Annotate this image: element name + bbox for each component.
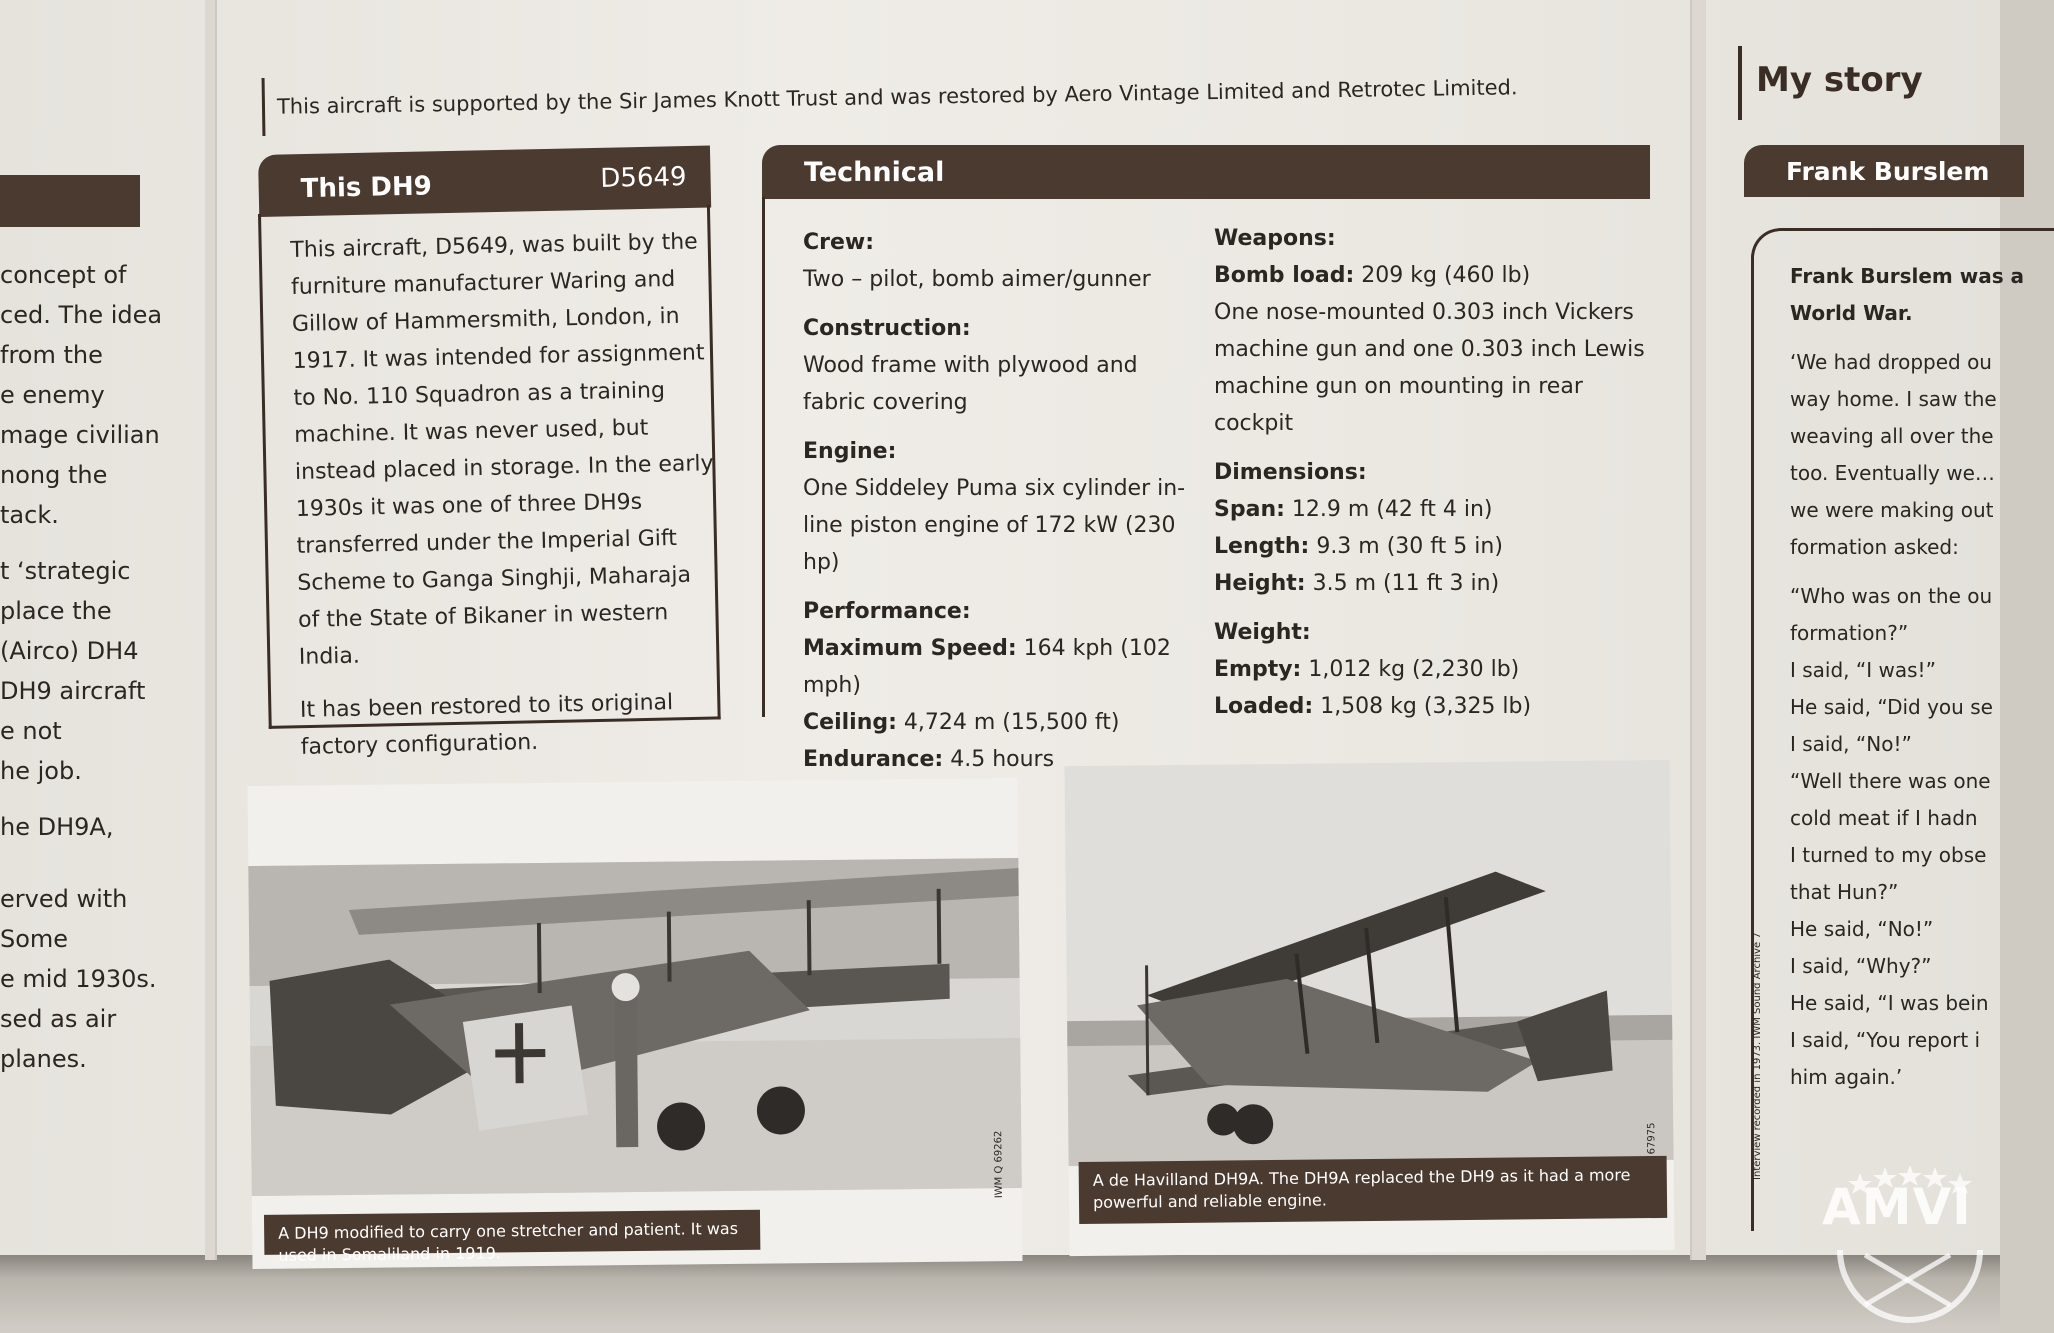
engine-value: One Siddeley Puma six cylinder in-line piston engine of 172 kW (230 hp): [803, 476, 1186, 575]
dimensions-heading: Dimensions:: [1214, 460, 1367, 485]
quote-line: He said, “I was bein: [1790, 991, 1989, 1015]
height-label: Height:: [1214, 571, 1306, 596]
construction-heading: Construction:: [803, 316, 971, 341]
paragraph-gap: [0, 863, 200, 879]
dh9-stretcher-photo: [247, 778, 1022, 1269]
paragraph-gap: [1790, 566, 2000, 578]
frank-burslem-title: Frank Burslem: [1786, 157, 1990, 186]
quote-line: I said, “No!”: [1790, 732, 1912, 756]
text-line: concept of: [0, 261, 127, 289]
max-speed-label: Maximum Speed:: [803, 636, 1017, 661]
text-line: he DH9A,: [0, 813, 114, 841]
height-value: 3.5 m (11 ft 3 in): [1305, 571, 1500, 596]
loaded-weight-row: [1214, 688, 1664, 725]
technical-header: [762, 145, 1650, 199]
quote-line: I said, “Why?”: [1790, 954, 1932, 978]
text-line: (Airco) DH4: [0, 637, 139, 665]
performance-heading: Performance:: [803, 599, 971, 624]
endurance-value: 4.5 hours: [943, 747, 1055, 772]
amvi-watermark-text: AMVI: [1822, 1178, 1972, 1236]
text-line: Some: [0, 925, 69, 953]
frank-burslem-header: [1744, 145, 2024, 197]
empty-weight-value: 1,012 kg (2,230 lb): [1301, 657, 1520, 682]
photo-credit: IWM Q 69262: [993, 1130, 1005, 1199]
paragraph-gap: [1790, 332, 2000, 344]
span-row: [1214, 491, 1664, 528]
weapons-heading: Weapons:: [1214, 226, 1336, 251]
dh9-stretcher-image: [247, 778, 1022, 1269]
quote-line: “Well there was one: [1790, 769, 1991, 793]
interview-credit: Interview recorded in 1973. IWM Sound Archive 7: [1752, 932, 1763, 1180]
quote-line: him again.’: [1790, 1065, 1903, 1089]
quote-line: He said, “Did you se: [1790, 695, 1993, 719]
text-line: t ‘strategic: [0, 557, 131, 585]
technical-title: Technical: [804, 157, 945, 188]
quote-line: too. Eventually we…: [1790, 461, 1995, 485]
quote-line: I turned to my obse: [1790, 843, 1987, 867]
my-story-text: [1790, 258, 2025, 1096]
ceiling-value: 4,724 m (15,500 ft): [896, 710, 1120, 735]
quote-line: we were making out: [1790, 498, 1994, 522]
left-panel-text: [0, 255, 200, 1079]
text-line: tack.: [0, 501, 59, 529]
quote-line: formation?”: [1790, 621, 1909, 645]
quote-line: He said, “No!”: [1790, 917, 1934, 941]
quote-line: I said, “You report i: [1790, 1028, 1981, 1052]
text-line: from the: [0, 341, 103, 369]
my-story-rule: [1738, 46, 1742, 120]
guns-value: One nose-mounted 0.303 inch Vickers machine gun and one 0.303 inch Lewis machine gun on mounting in rear cockpit: [1214, 300, 1645, 436]
endurance-label: Endurance:: [803, 747, 944, 772]
quote-line: weaving all over the: [1790, 424, 1994, 448]
crew-value: Two – pilot, bomb aimer/gunner: [803, 267, 1151, 292]
support-statement: This aircraft is supported by the Sir James Knott Trust and was restored by Aero Vintage Limited and Retrotec Limited.: [262, 57, 1578, 136]
bomb-load-row: [1214, 257, 1664, 294]
history-paragraph: This aircraft, D5649, was built by the furniture manufacturer Waring and Gillow of Hammersmith, London, in 1917. It was intended for assignment to No. 110 Squadron as a training machine. It was never used, but instead placed in storage. In the early 1930s it was one of three DH9s transferred under the Imperial Gift Scheme to Ganga Singhji, Maharaja of the State of Bikaner in western India.: [290, 229, 714, 670]
photo-caption: A de Havilland DH9A. The DH9A replaced the DH9 as it had a more powerful and reliable engine.: [1079, 1156, 1668, 1224]
ceiling-label: Ceiling:: [803, 710, 897, 735]
this-dh9-title: This DH9: [300, 171, 433, 205]
panel-divider: [205, 0, 217, 1260]
span-value: 12.9 m (42 ft 4 in): [1284, 497, 1493, 522]
intro-line: Frank Burslem was a: [1790, 264, 2025, 288]
text-line: DH9 aircraft: [0, 677, 146, 705]
text-line: place the: [0, 597, 112, 625]
height-row: [1214, 565, 1664, 602]
weight-heading: Weight:: [1214, 620, 1311, 645]
serial-number: D5649: [600, 162, 687, 194]
this-dh9-body: [290, 223, 721, 782]
loaded-weight-value: 1,508 kg (3,325 lb): [1313, 694, 1532, 719]
panel-divider: [1690, 0, 1706, 1260]
engine-heading: Engine:: [803, 439, 897, 464]
photo-caption: A DH9 modified to carry one stretcher and patient. It was used in Somaliland in 1919.: [264, 1210, 760, 1255]
text-line: ced. The idea: [0, 301, 163, 329]
intro-line: World War.: [1790, 301, 1913, 325]
text-line: sed as air: [0, 1005, 117, 1033]
paragraph-gap: [0, 847, 200, 863]
technical-rule: [762, 197, 765, 717]
length-row: [1214, 528, 1664, 565]
text-line: e enemy: [0, 381, 105, 409]
quote-line: I said, “I was!”: [1790, 658, 1936, 682]
quote-line: formation asked:: [1790, 535, 1959, 559]
text-line: he job.: [0, 757, 82, 785]
paragraph-gap: [0, 791, 200, 807]
quote-line: that Hun?”: [1790, 880, 1899, 904]
max-speed-row: [803, 630, 1223, 704]
ceiling-row: [803, 704, 1223, 741]
bomb-load-label: Bomb load:: [1214, 263, 1355, 288]
technical-column-right: [1214, 220, 1664, 737]
text-line: e mid 1930s.: [0, 965, 157, 993]
empty-weight-row: [1214, 651, 1664, 688]
text-line: nong the: [0, 461, 108, 489]
length-label: Length:: [1214, 534, 1310, 559]
max-speed-value: 164 kph (102 mph): [803, 636, 1171, 698]
span-label: Span:: [1214, 497, 1285, 522]
bomb-load-value: 209 kg (460 lb): [1354, 263, 1531, 288]
crew-heading: Crew:: [803, 230, 875, 255]
length-value: 9.3 m (30 ft 5 in): [1309, 534, 1503, 559]
empty-weight-label: Empty:: [1214, 657, 1302, 682]
text-line: erved with: [0, 885, 128, 913]
quote-line: cold meat if I hadn: [1790, 806, 1978, 830]
construction-value: Wood frame with plywood and fabric covering: [803, 353, 1138, 415]
paragraph-gap: [0, 535, 200, 551]
text-line: mage civilian: [0, 421, 160, 449]
quote-line: way home. I saw the: [1790, 387, 1997, 411]
quote-line: “Who was on the ou: [1790, 584, 1993, 608]
dh9a-photo: [1064, 760, 1674, 1256]
loaded-weight-label: Loaded:: [1214, 694, 1314, 719]
technical-column-left: [803, 224, 1223, 790]
left-panel-header-bar: [0, 175, 140, 227]
text-line: e not: [0, 717, 62, 745]
my-story-title: My story: [1756, 60, 1923, 100]
quote-line: ‘We had dropped ou: [1790, 350, 1992, 374]
text-line: planes.: [0, 1045, 87, 1073]
restoration-paragraph: It has been restored to its original factory configuration.: [299, 690, 674, 760]
